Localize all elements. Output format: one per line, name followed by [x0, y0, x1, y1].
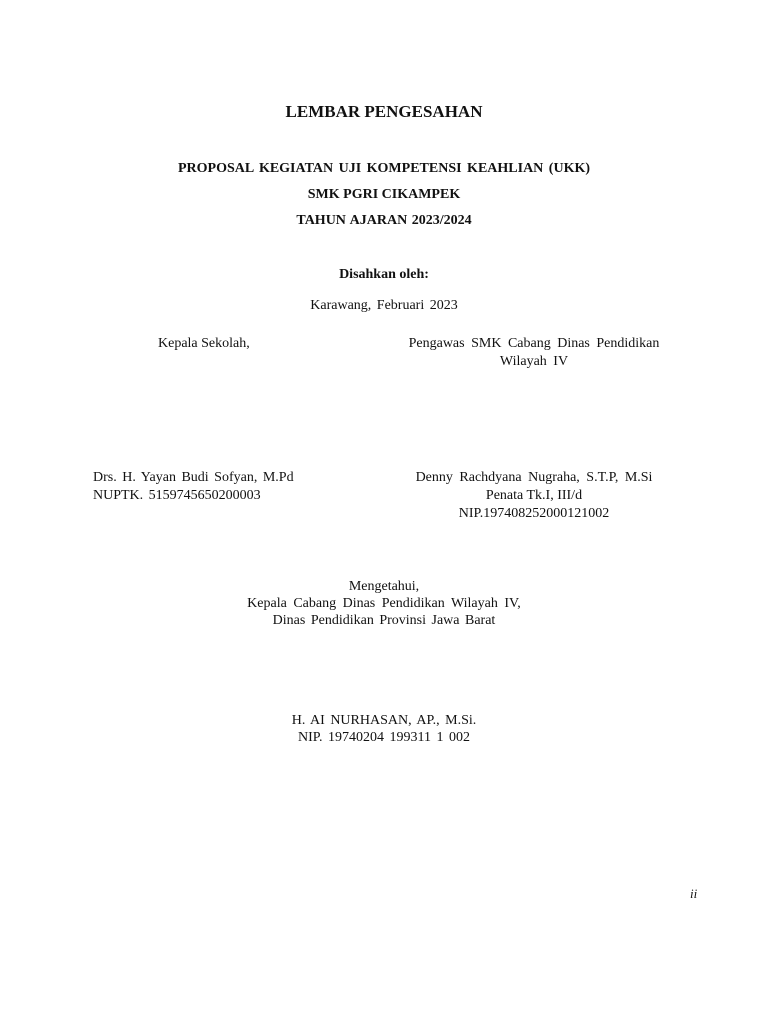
right-signatory-name: Denny Rachdyana Nugraha, S.T.P, M.Si — [415, 470, 653, 485]
right-signatory-role-line2: Wilayah IV — [499, 354, 569, 369]
acknowledgement-name: H. AI NURHASAN, AP., M.Si. — [291, 713, 477, 728]
page-number: ii — [690, 886, 698, 901]
academic-year: TAHUN AJARAN 2023/2024 — [296, 213, 472, 228]
right-signatory-id: NIP.197408252000121002 — [458, 506, 610, 521]
acknowledgement-id: NIP. 19740204 199311 1 002 — [298, 730, 470, 745]
approved-by-label: Disahkan oleh: — [339, 267, 429, 282]
right-signatory-rank: Penata Tk.I, III/d — [485, 488, 583, 503]
right-signatory-role — [403, 335, 665, 371]
acknowledgement-label: Mengetahui, — [348, 579, 420, 594]
left-signatory-id: NUPTK. 5159745650200003 — [93, 488, 261, 503]
place-date: Karawang, Februari 2023 — [310, 298, 458, 313]
right-signatory-role-line1: Pengawas SMK Cabang Dinas Pendidikan — [408, 336, 660, 351]
proposal-title: PROPOSAL KEGIATAN UJI KOMPETENSI KEAHLIAN (UKK) — [177, 161, 591, 176]
left-signatory-role: Kepala Sekolah, — [158, 336, 250, 351]
left-signatory-name: Drs. H. Yayan Budi Sofyan, M.Pd — [93, 470, 294, 485]
acknowledgement-role: Kepala Cabang Dinas Pendidikan Wilayah IV, — [247, 596, 521, 611]
page-title: LEMBAR PENGESAHAN — [285, 102, 483, 121]
school-name: SMK PGRI CIKAMPEK — [307, 187, 461, 202]
acknowledgement-office: Dinas Pendidikan Provinsi Jawa Barat — [272, 613, 496, 628]
